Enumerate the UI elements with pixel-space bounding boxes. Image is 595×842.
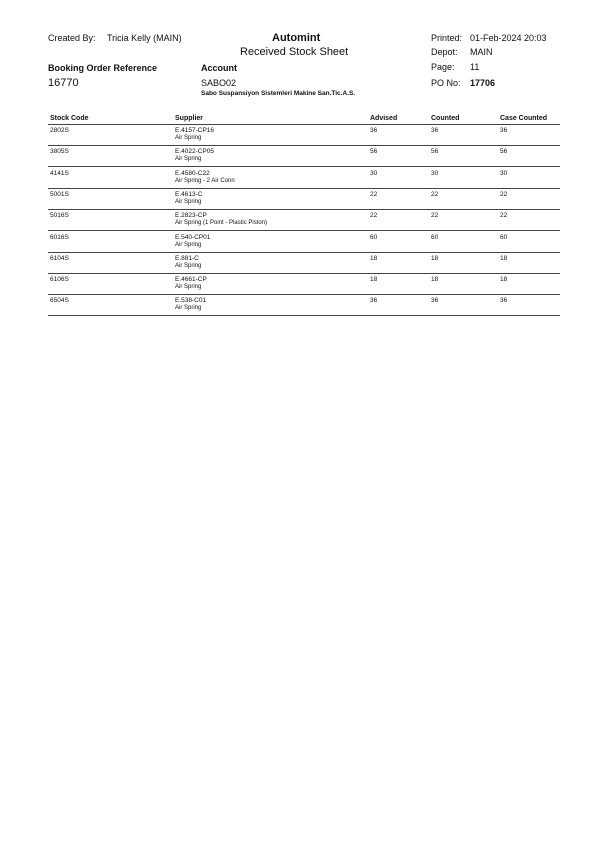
page-label: Page:	[431, 62, 455, 72]
counted-cell: 60	[431, 233, 439, 241]
col-advised: Advised	[370, 115, 398, 122]
depot-value: MAIN	[470, 47, 493, 57]
advised-cell: 56	[370, 148, 378, 156]
report-title: Received Stock Sheet	[240, 46, 349, 58]
account-label: Account	[201, 63, 237, 73]
advised-cell: 22	[370, 190, 378, 198]
depot-label: Depot:	[431, 47, 458, 57]
account-name: Sabo Suspansiyon Sistemleri Makine San.Tic.A.S.	[201, 90, 356, 97]
description-cell: Air Spring	[175, 305, 202, 312]
col-supplier: Supplier	[175, 115, 204, 122]
supplier-code-cell: E.538-C01	[175, 297, 207, 305]
account-code: SABO02	[201, 78, 237, 88]
row-divider	[48, 209, 560, 210]
counted-cell: 36	[431, 297, 439, 305]
counted-cell: 56	[431, 148, 439, 156]
stock-code-cell: 6104S	[50, 254, 69, 262]
supplier-code-cell: E.4661-CP	[175, 276, 207, 284]
counted-cell: 18	[431, 276, 439, 284]
case-counted-cell: 18	[500, 276, 508, 284]
counted-cell: 18	[431, 254, 439, 262]
counted-cell: 22	[431, 190, 439, 198]
description-cell: Air Spring	[175, 262, 202, 269]
col-stock-code: Stock Code	[50, 115, 89, 122]
stock-code-cell: 5001S	[50, 190, 69, 198]
stock-code-cell: 3805S	[50, 148, 69, 156]
description-cell: Air Spring	[175, 241, 202, 248]
row-divider	[48, 188, 560, 189]
created-by-value: Tricia Kelly (MAIN)	[107, 33, 182, 43]
booking-ref-value: 16770	[48, 77, 79, 89]
po-value: 17706	[470, 78, 496, 88]
row-divider	[48, 145, 560, 146]
advised-cell: 22	[370, 212, 378, 220]
description-cell: Air Spring (1 Point - Plastic Piston)	[175, 220, 268, 227]
advised-cell: 36	[370, 127, 378, 134]
supplier-code-cell: E.881-C	[175, 254, 199, 262]
case-counted-cell: 36	[500, 127, 508, 134]
printed-label: Printed:	[431, 33, 463, 43]
stock-code-cell: 5016S	[50, 212, 69, 220]
printed-value: 01-Feb-2024 20:03	[470, 33, 547, 43]
page-value: 11	[470, 62, 480, 72]
counted-cell: 30	[431, 169, 439, 177]
col-counted: Counted	[431, 115, 460, 122]
description-cell: Air Spring	[175, 284, 202, 291]
created-by-label: Created By:	[48, 33, 96, 43]
row-divider	[48, 230, 560, 231]
stock-code-cell: 4141S	[50, 169, 69, 177]
row-divider	[48, 294, 560, 295]
supplier-code-cell: E.2823-CP	[175, 212, 207, 220]
stock-code-cell: 6016S	[50, 233, 69, 241]
advised-cell: 18	[370, 276, 378, 284]
case-counted-cell: 22	[500, 190, 508, 198]
supplier-code-cell: E.4613-C	[175, 190, 203, 198]
counted-cell: 22	[431, 212, 439, 220]
description-cell: Air Spring - 2 Air Conn	[175, 177, 235, 184]
advised-cell: 30	[370, 169, 378, 177]
advised-cell: 36	[370, 297, 378, 305]
stock-code-cell: 2802S	[50, 127, 69, 134]
case-counted-cell: 56	[500, 148, 508, 156]
case-counted-cell: 60	[500, 233, 508, 241]
row-divider	[48, 273, 560, 274]
row-divider	[48, 315, 560, 316]
col-case-counted: Case Counted	[500, 115, 548, 122]
description-cell: Air Spring	[175, 198, 202, 205]
row-divider	[48, 252, 560, 253]
po-label: PO No:	[431, 78, 461, 88]
header-rule	[48, 124, 560, 125]
advised-cell: 60	[370, 233, 378, 241]
case-counted-cell: 18	[500, 254, 508, 262]
booking-ref-label: Booking Order Reference	[48, 63, 158, 73]
case-counted-cell: 36	[500, 297, 508, 305]
case-counted-cell: 22	[500, 212, 508, 220]
counted-cell: 36	[431, 127, 439, 134]
supplier-code-cell: E.4022-CP05	[175, 148, 215, 156]
stock-code-cell: 6106S	[50, 276, 69, 284]
company-name: Automint	[272, 32, 321, 44]
advised-cell: 18	[370, 254, 378, 262]
supplier-code-cell: E.4157-CP16	[175, 127, 215, 134]
stock-code-cell: 6504S	[50, 297, 69, 305]
case-counted-cell: 30	[500, 169, 508, 177]
supplier-code-cell: E.4580-C22	[175, 169, 210, 177]
supplier-code-cell: E.540-CP01	[175, 233, 211, 241]
description-cell: Air Spring	[175, 156, 202, 163]
row-divider	[48, 166, 560, 167]
description-cell: Air Spring	[175, 135, 202, 141]
